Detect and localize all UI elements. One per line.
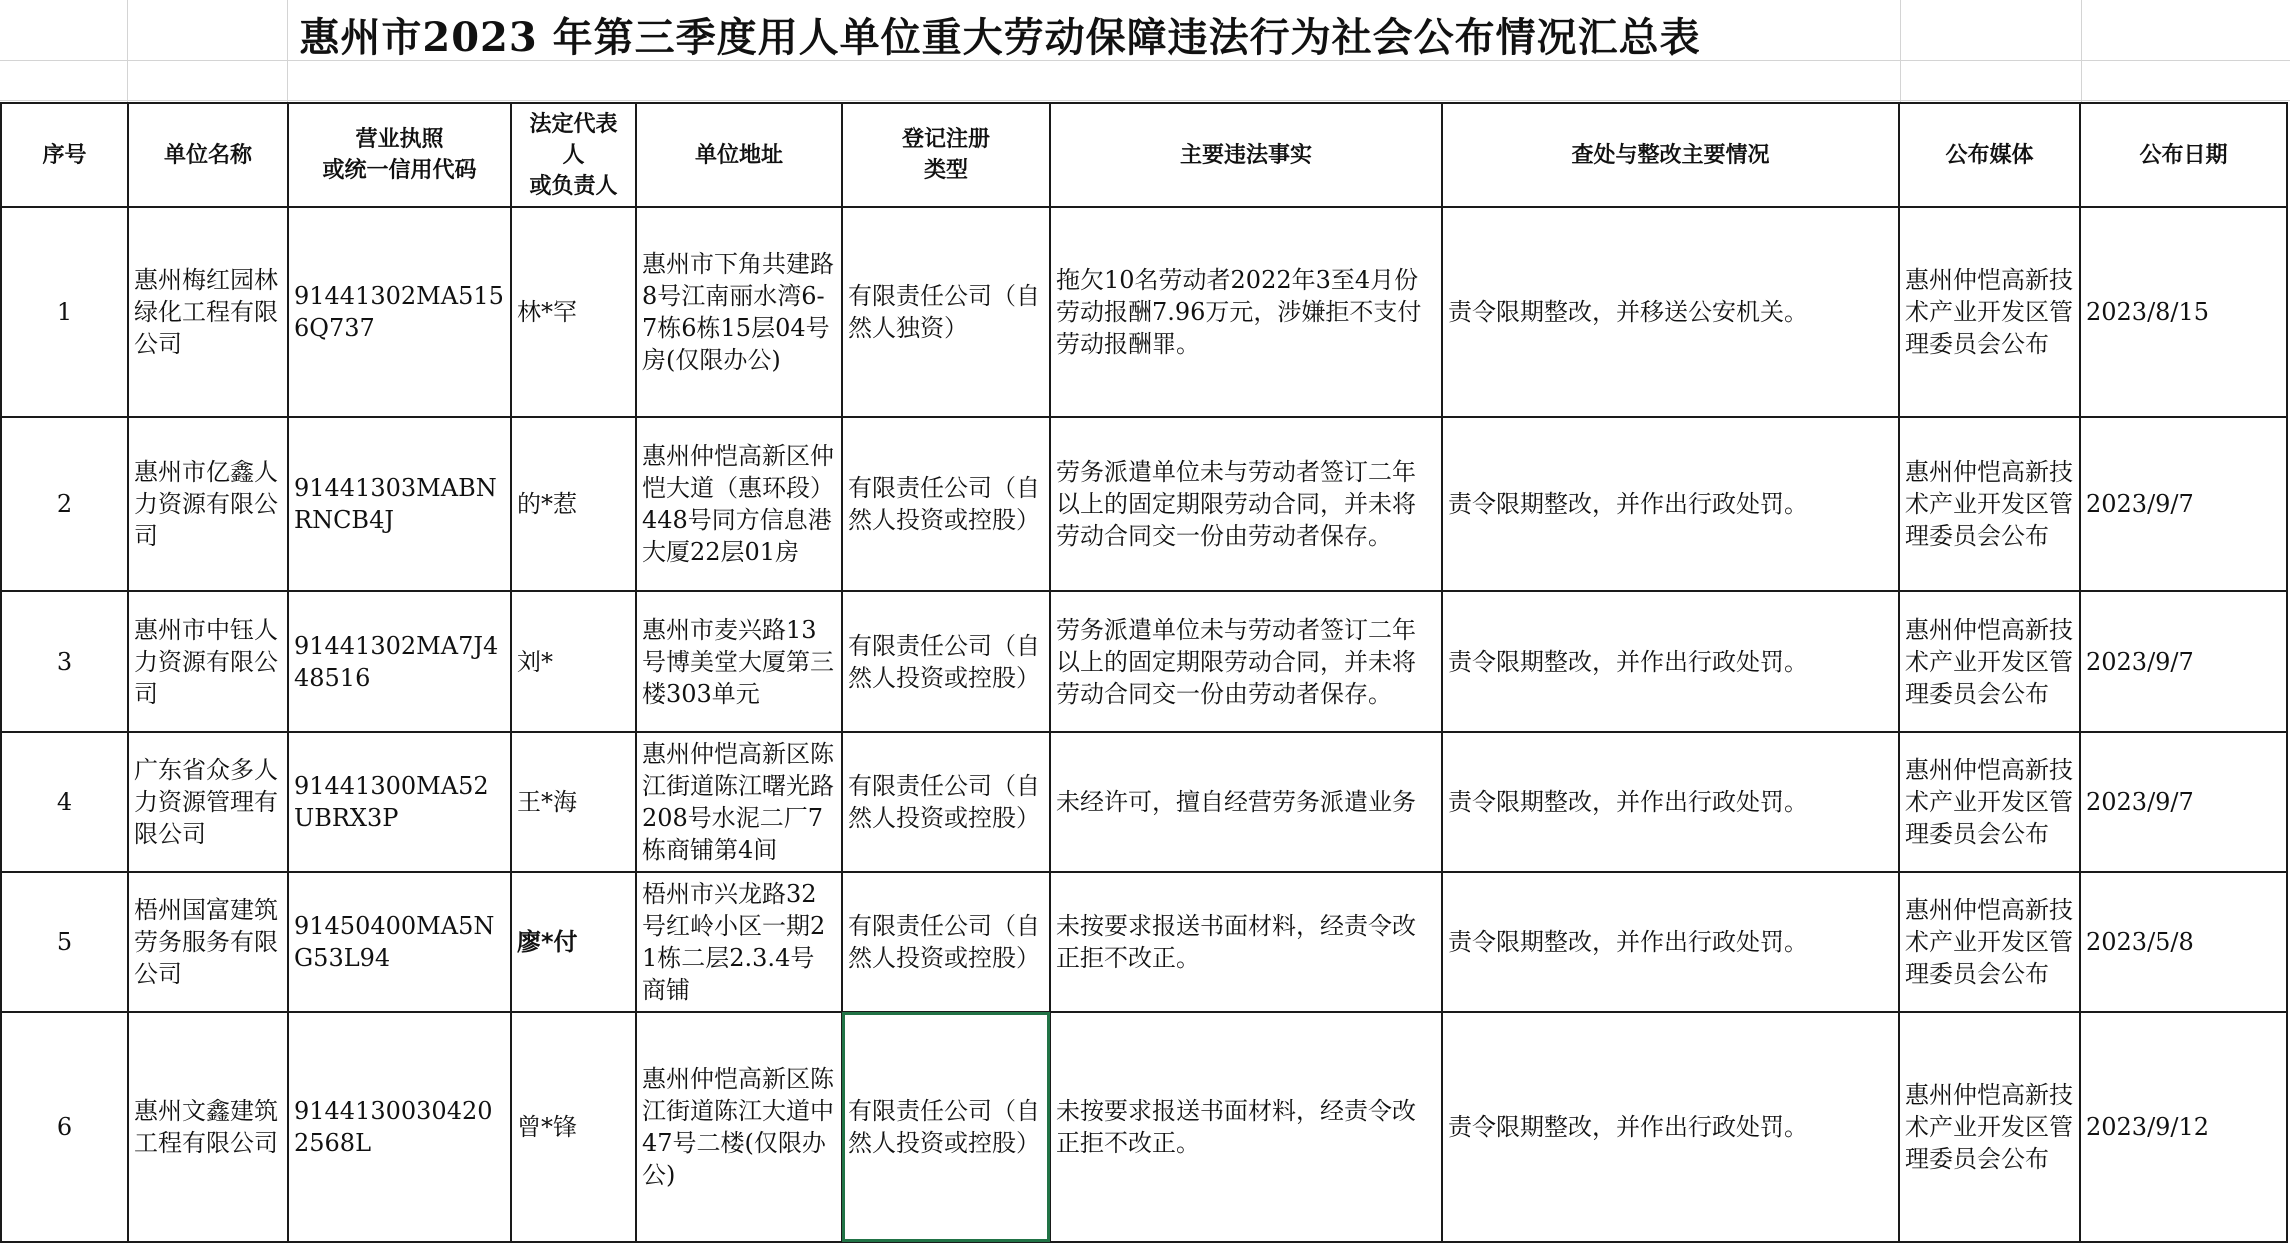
cell-date[interactable]: 2023/5/8 <box>2080 872 2287 1012</box>
cell-legal-rep[interactable]: 林*罕 <box>511 207 636 417</box>
cell-legal-rep[interactable]: 王*海 <box>511 732 636 872</box>
cell-credit-code[interactable]: 91441302MA5156Q737 <box>288 207 511 417</box>
header-credit-code[interactable] <box>288 103 511 207</box>
header-legal-rep-line2: 人 <box>562 142 585 168</box>
header-violation-facts[interactable]: 主要违法事实 <box>1050 103 1442 207</box>
cell-address[interactable]: 惠州仲恺高新区陈江街道陈江大道中47号二楼(仅限办公) <box>636 1012 842 1242</box>
cell-violation-facts[interactable]: 拖欠10名劳动者2022年3至4月份劳动报酬7.96万元，涉嫌拒不支付劳动报酬罪。 <box>1050 207 1442 417</box>
header-registration-type[interactable] <box>842 103 1050 207</box>
cell-handling[interactable]: 责令限期整改，并作出行政处罚。 <box>1442 591 1899 732</box>
cell-violation-facts[interactable]: 未按要求报送书面材料，经责令改正拒不改正。 <box>1050 1012 1442 1242</box>
cell-credit-code[interactable]: 91441302MA7J448516 <box>288 591 511 732</box>
cell-unit-name[interactable]: 惠州市中钰人力资源有限公司 <box>128 591 288 732</box>
header-credit-code-line1: 营业执照 <box>355 127 444 152</box>
cell-credit-code[interactable]: 91441303MABNRNCB4J <box>288 417 511 591</box>
cell-unit-name[interactable]: 惠州文鑫建筑工程有限公司 <box>128 1012 288 1242</box>
cell-violation-facts[interactable]: 未按要求报送书面材料，经责令改正拒不改正。 <box>1050 872 1442 1012</box>
cell-legal-rep[interactable]: 曾*锋 <box>511 1012 636 1242</box>
cell-unit-name[interactable]: 梧州国富建筑劳务服务有限公司 <box>128 872 288 1012</box>
cell-seq[interactable]: 4 <box>1 732 128 872</box>
cell-address[interactable]: 惠州仲恺高新区仲恺大道（惠环段）448号同方信息港大厦22层01房 <box>636 417 842 591</box>
table-row <box>1 1012 2287 1242</box>
cell-media[interactable]: 惠州仲恺高新技术产业开发区管理委员会公布 <box>1899 872 2080 1012</box>
cell-seq[interactable]: 2 <box>1 417 128 591</box>
cell-media[interactable]: 惠州仲恺高新技术产业开发区管理委员会公布 <box>1899 732 2080 872</box>
cell-date[interactable]: 2023/8/15 <box>2080 207 2287 417</box>
table-row <box>1 207 2287 417</box>
cell-seq[interactable]: 3 <box>1 591 128 732</box>
cell-handling[interactable]: 责令限期整改，并作出行政处罚。 <box>1442 1012 1899 1242</box>
cell-registration-type[interactable]: 有限责任公司（自然人独资） <box>842 207 1050 417</box>
header-registration-line2: 类型 <box>923 158 968 183</box>
page-title: 惠州市2023 年第三季度用人单位重大劳动保障违法行为社会公布情况汇总表 <box>299 14 1701 61</box>
header-legal-rep-line3: 或负责人 <box>529 173 618 199</box>
cell-unit-name[interactable]: 惠州梅红园林绿化工程有限公司 <box>128 207 288 417</box>
cell-credit-code[interactable]: 91441300304202568L <box>288 1012 511 1242</box>
cell-handling[interactable]: 责令限期整改，并作出行政处罚。 <box>1442 732 1899 872</box>
cell-handling[interactable]: 责令限期整改，并作出行政处罚。 <box>1442 417 1899 591</box>
cell-unit-name[interactable]: 广东省众多人力资源管理有限公司 <box>128 732 288 872</box>
header-seq[interactable]: 序号 <box>1 103 128 207</box>
header-media[interactable]: 公布媒体 <box>1899 103 2080 207</box>
header-row <box>1 103 2287 207</box>
cell-registration-type[interactable]: 有限责任公司（自然人投资或控股） <box>842 417 1050 591</box>
header-legal-rep[interactable] <box>511 103 636 207</box>
cell-address[interactable]: 惠州仲恺高新区陈江街道陈江曙光路208号水泥二厂7栋商铺第4间 <box>636 732 842 872</box>
header-registration-line1: 登记注册 <box>901 127 990 152</box>
cell-seq[interactable]: 1 <box>1 207 128 417</box>
cell-date[interactable]: 2023/9/7 <box>2080 732 2287 872</box>
header-legal-rep-line1: 法定代表 <box>529 111 618 137</box>
grid-line <box>0 100 2290 101</box>
cell-credit-code[interactable]: 91450400MA5NG53L94 <box>288 872 511 1012</box>
cell-date[interactable]: 2023/9/12 <box>2080 1012 2287 1242</box>
grid-line <box>2081 0 2082 103</box>
cell-violation-facts[interactable]: 劳务派遣单位未与劳动者签订二年以上的固定期限劳动合同，并未将劳动合同交一份由劳动者保存。 <box>1050 417 1442 591</box>
header-date[interactable]: 公布日期 <box>2080 103 2287 207</box>
cell-handling[interactable]: 责令限期整改，并移送公安机关。 <box>1442 207 1899 417</box>
header-credit-code-line2: 或统一信用代码 <box>322 158 477 183</box>
cell-registration-type[interactable]: 有限责任公司（自然人投资或控股） <box>842 872 1050 1012</box>
cell-registration-type-selected[interactable]: 有限责任公司（自然人投资或控股） <box>842 1012 1050 1242</box>
table-row <box>1 417 2287 591</box>
cell-media[interactable]: 惠州仲恺高新技术产业开发区管理委员会公布 <box>1899 417 2080 591</box>
cell-address[interactable]: 惠州市下角共建路8号江南丽水湾6-7栋6栋15层04号房(仅限办公) <box>636 207 842 417</box>
header-unit-name[interactable]: 单位名称 <box>128 103 288 207</box>
table-row <box>1 872 2287 1012</box>
cell-seq[interactable]: 5 <box>1 872 128 1012</box>
cell-handling[interactable]: 责令限期整改，并作出行政处罚。 <box>1442 872 1899 1012</box>
cell-media[interactable]: 惠州仲恺高新技术产业开发区管理委员会公布 <box>1899 1012 2080 1242</box>
cell-address[interactable]: 惠州市麦兴路13号博美堂大厦第三楼303单元 <box>636 591 842 732</box>
cell-unit-name[interactable]: 惠州市亿鑫人力资源有限公司 <box>128 417 288 591</box>
cell-legal-rep[interactable]: 廖*付 <box>511 872 636 1012</box>
cell-violation-facts[interactable]: 未经许可，擅自经营劳务派遣业务 <box>1050 732 1442 872</box>
table-row <box>1 732 2287 872</box>
cell-registration-type[interactable]: 有限责任公司（自然人投资或控股） <box>842 732 1050 872</box>
cell-seq[interactable]: 6 <box>1 1012 128 1242</box>
header-handling[interactable]: 查处与整改主要情况 <box>1442 103 1899 207</box>
cell-date[interactable]: 2023/9/7 <box>2080 591 2287 732</box>
cell-media[interactable]: 惠州仲恺高新技术产业开发区管理委员会公布 <box>1899 591 2080 732</box>
header-address[interactable]: 单位地址 <box>636 103 842 207</box>
cell-legal-rep[interactable]: 的*惹 <box>511 417 636 591</box>
cell-legal-rep[interactable]: 刘* <box>511 591 636 732</box>
cell-credit-code[interactable]: 91441300MA52UBRX3P <box>288 732 511 872</box>
cell-registration-type[interactable]: 有限责任公司（自然人投资或控股） <box>842 591 1050 732</box>
table-row <box>1 591 2287 732</box>
cell-media[interactable]: 惠州仲恺高新技术产业开发区管理委员会公布 <box>1899 207 2080 417</box>
cell-address[interactable]: 梧州市兴龙路32号红岭小区一期21栋二层2.3.4号商铺 <box>636 872 842 1012</box>
cell-date[interactable]: 2023/9/7 <box>2080 417 2287 591</box>
cell-violation-facts[interactable]: 劳务派遣单位未与劳动者签订二年以上的固定期限劳动合同，并未将劳动合同交一份由劳动者保存。 <box>1050 591 1442 732</box>
summary-table <box>0 102 2288 1243</box>
